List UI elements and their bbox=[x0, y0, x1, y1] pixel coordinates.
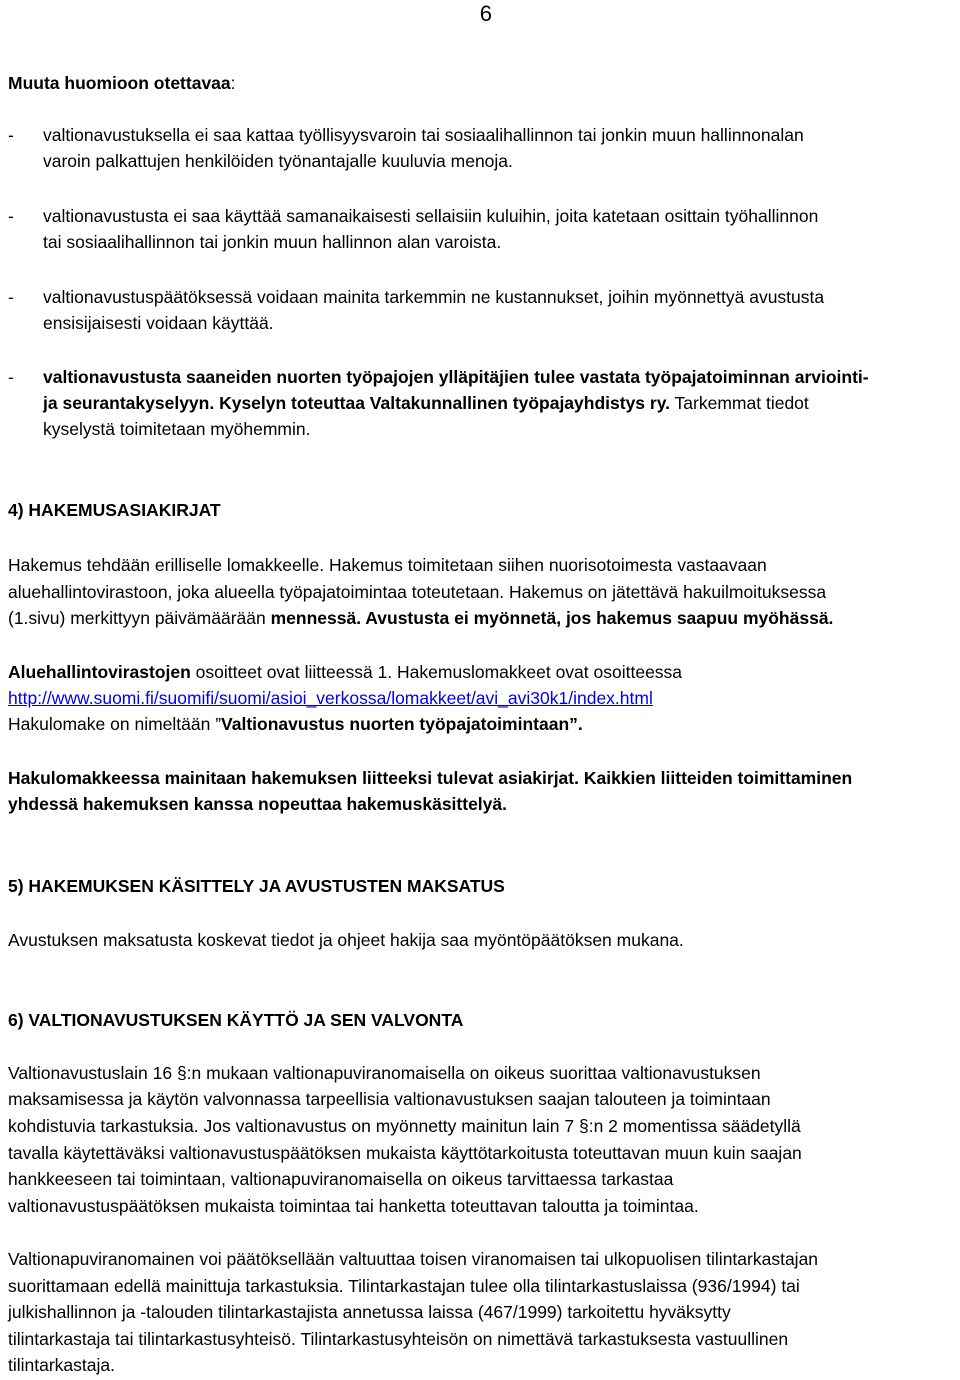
section-title-other: Muuta huomioon otettavaa: bbox=[8, 73, 236, 93]
section-4-p1-line-1: Hakemus tehdään erilliselle lomakkeelle. Hakemus toimitetaan siihen nuorisotoimesta vastaavaan bbox=[8, 555, 767, 575]
section-6-heading: 6) VALTIONAVUSTUKSEN KÄYTTÖ JA SEN VALVONTA bbox=[8, 1010, 464, 1030]
section-6-p2-line: Valtionapuviranomainen voi päätöksellään valtuuttaa toisen viranomaisen tai ulkopuolisen tilintarkastajan bbox=[8, 1249, 819, 1269]
section-5-p1: Avustuksen maksatusta koskevat tiedot ja ohjeet hakija saa myöntöpäätöksen mukana. bbox=[8, 930, 684, 950]
bullet-2-line-1: valtionavustusta ei saa käyttää samanaikaisesti sellaisiin kuluihin, joita katetaan osittain työhallinnon bbox=[43, 206, 819, 226]
bullet-dash: - bbox=[8, 287, 14, 307]
bullet-dash: - bbox=[8, 206, 14, 226]
section-4-p2-line-1: Aluehallintovirastojen osoitteet ovat liitteessä 1. Hakemuslomakkeet ovat osoitteessa bbox=[8, 662, 683, 682]
bullet-4-line-3: kyselystä toimitetaan myöhemmin. bbox=[43, 419, 311, 439]
bullet-dash: - bbox=[8, 125, 14, 145]
section-4-p1-line-2: aluehallintovirastoon, joka alueella työpajatoimintaa toteutetaan. Hakemus on jätettävä hakuilmoituksessa bbox=[8, 582, 827, 602]
section-6-p2-line: julkishallinnon ja -talouden tilintarkastajista annetussa laissa (467/1999) tarkoitettu hyväksytty bbox=[8, 1302, 731, 1322]
section-6-p1-line: Valtionavustuslain 16 §:n mukaan valtionapuviranomaisella on oikeus suorittaa valtionavustuksen bbox=[8, 1063, 761, 1083]
bullet-2-line-2: tai sosiaalihallinnon tai jonkin muun hallinnon alan varoista. bbox=[43, 232, 502, 252]
section-6-p1-line: kohdistuvia tarkastuksia. Jos valtionavustus on myönnetty mainitun lain 7 §:n 2 momentissa säädetyllä bbox=[8, 1116, 801, 1136]
section-6-p1-line: tavalla käytettäväksi valtionavustuspäätöksen mukaista käyttötarkoitusta toteuttavan muun kuin saajan bbox=[8, 1143, 802, 1163]
section-6-p2-line: tilintarkastaja. bbox=[8, 1355, 115, 1375]
section-4-p3-line-2: yhdessä hakemuksen kanssa nopeuttaa hakemuskäsittelyä. bbox=[8, 794, 507, 814]
section-4-heading: 4) HAKEMUSASIAKIRJAT bbox=[8, 500, 221, 520]
section-4-p1-line-3: (1.sivu) merkittyyn päivämäärään mennessä. Avustusta ei myönnetä, jos hakemus saapuu myöhässä. bbox=[8, 608, 834, 628]
section-6-p1-line: maksamisessa ja käytön valvonnassa tarpeellisia valtionavustuksen saajan talouteen ja toimintaan bbox=[8, 1089, 771, 1109]
bullet-4-line-1: valtionavustusta saaneiden nuorten työpajojen ylläpitäjien tulee vastata työpajatoiminnan arviointi- bbox=[43, 367, 869, 387]
section-6-p1-line: hankkeeseen tai toimintaan, valtionapuviranomaisella on oikeus tarvittaessa tarkastaa bbox=[8, 1169, 674, 1189]
bullet-1-line-1: valtionavustuksella ei saa kattaa työllisyysvaroin tai sosiaalihallinnon tai jonkin muun hallinnonalan bbox=[43, 125, 804, 145]
section-4-p3-line-1: Hakulomakkeessa mainitaan hakemuksen liitteeksi tulevat asiakirjat. Kaikkien liitteiden toimittaminen bbox=[8, 768, 853, 788]
section-4-p2-line-3: Hakulomake on nimeltään ”Valtionavustus nuorten työpajatoimintaan”. bbox=[8, 714, 583, 734]
section-5-heading: 5) HAKEMUKSEN KÄSITTELY JA AVUSTUSTEN MAKSATUS bbox=[8, 876, 505, 896]
section-4-p2-line-2 bbox=[8, 685, 653, 711]
section-6-p2-line: suorittamaan edellä mainittuja tarkastuksia. Tilintarkastajan tulee olla tilintarkastuslaissa (936/1994) tai bbox=[8, 1276, 800, 1296]
bullet-dash: - bbox=[8, 367, 14, 387]
bullet-4-line-2: ja seurantakyselyyn. Kyselyn toteuttaa Valtakunnallinen työpajayhdistys ry. Tarkemmat tiedot bbox=[43, 393, 809, 413]
bullet-1-line-2: varoin palkattujen henkilöiden työnantajalle kuuluvia menoja. bbox=[43, 151, 513, 171]
section-6-p2-line: tilintarkastaja tai tilintarkastusyhteisö. Tilintarkastusyhteisön on nimettävä tarkastuksesta vastuullinen bbox=[8, 1329, 789, 1349]
page-number: 6 bbox=[479, 1, 492, 26]
bullet-3-line-2: ensisijaisesti voidaan käyttää. bbox=[43, 313, 274, 333]
form-link[interactable]: http://www.suomi.fi/suomifi/suomi/asioi_verkossa/lomakkeet/avi_avi30k1/index.html bbox=[8, 688, 653, 708]
bullet-3-line-1: valtionavustuspäätöksessä voidaan mainita tarkemmin ne kustannukset, joihin myönnettyä avustusta bbox=[43, 287, 825, 307]
section-6-p1-line: valtionavustuspäätöksen mukaista toimintaa tai hanketta toteuttavan taloutta ja toimintaa. bbox=[8, 1196, 699, 1216]
